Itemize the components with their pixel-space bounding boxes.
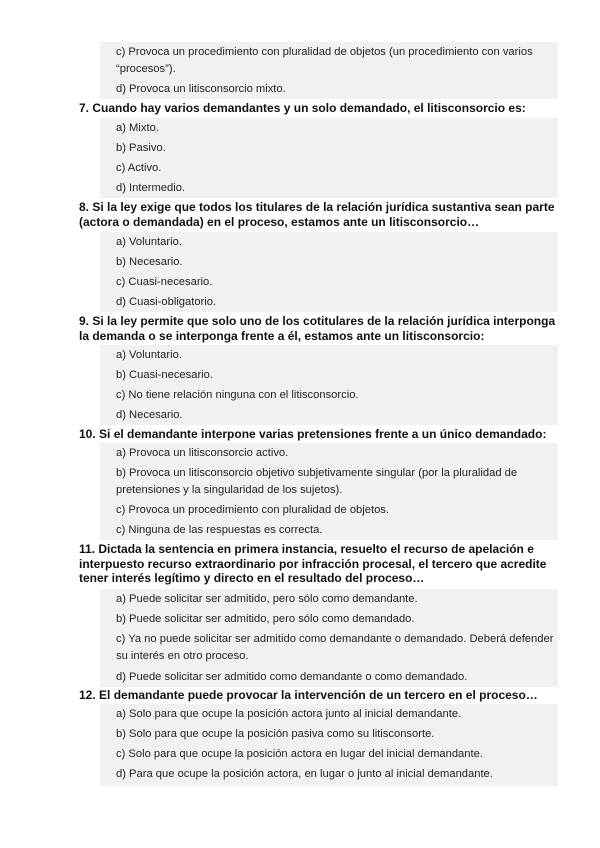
option-8d: d) Cuasi-obligatorio.	[100, 292, 558, 312]
option-7a: a) Mixto.	[100, 118, 558, 138]
option-7d: d) Intermedio.	[100, 178, 558, 198]
question-11: 11. Dictada la sentencia en primera instancia, resuelto el recurso de apelación e interpuesto recurso extraordinario por infracción procesal, el tercero que acredite tener interés legítimo y directo en el resultado del proceso…	[79, 542, 547, 585]
option-9a: a) Voluntario.	[100, 345, 558, 365]
question-10: 10. Si el demandante interpone varias pretensiones frente a un único demandado:	[79, 427, 547, 441]
option-12d: d) Para que ocupe la posición actora, en lugar o junto al inicial demandante.	[100, 764, 558, 786]
option-8c: c) Cuasi-necesario.	[100, 272, 558, 292]
question-8: 8. Si la ley exige que todos los titulares de la relación jurídica sustantiva sean parte (actora o demandada) en el proceso, estamos ante un litisconsorcio…	[79, 200, 555, 229]
option-8b: b) Necesario.	[100, 252, 558, 272]
option-10c: c) Provoca un procedimiento con pluralidad de objetos.	[100, 500, 558, 520]
option-12c: c) Solo para que ocupe la posición actora en lugar del inicial demandante.	[100, 744, 558, 764]
question-7: 7. Cuando hay varios demandantes y un solo demandado, el litisconsorcio es:	[79, 101, 526, 115]
option-10a: a) Provoca un litisconsorcio activo.	[100, 443, 558, 463]
option-9d: d) Necesario.	[100, 405, 558, 425]
option-7b: b) Pasivo.	[100, 138, 558, 158]
option-12b: b) Solo para que ocupe la posición pasiva como su litisconsorte.	[100, 724, 558, 744]
option-10b: b) Provoca un litisconsorcio objetivo subjetivamente singular (por la pluralidad de pretensiones y la singularidad de los sujetos).	[100, 463, 558, 501]
option-6c: c) Provoca un procedimiento con pluralidad de objetos (un procedimiento con varios “procesos”).	[100, 42, 558, 80]
option-6d: d) Provoca un litisconsorcio mixto.	[100, 79, 558, 99]
option-11a: a) Puede solicitar ser admitido, pero sólo como demandante.	[100, 589, 558, 609]
option-9c: c) No tiene relación ninguna con el litisconsorcio.	[100, 385, 558, 405]
option-12a: a) Solo para que ocupe la posición actora junto al inicial demandante.	[100, 704, 558, 724]
option-7c: c) Activo.	[100, 158, 558, 178]
option-10c-alt: c) Ninguna de las respuestas es correcta.	[100, 520, 558, 540]
question-9: 9. Si la ley permite que solo uno de los cotitulares de la relación jurídica interponga la demanda o se interponga frente a él, estamos ante un litisconsorcio:	[79, 314, 556, 343]
option-11c: c) Ya no puede solicitar ser admitido como demandante o demandado. Deberá defender su interés en otro proceso.	[100, 629, 558, 667]
option-11d: d) Puede solicitar ser admitido como demandante o como demandado.	[100, 667, 558, 687]
option-8a: a) Voluntario.	[100, 232, 558, 252]
option-11b: b) Puede solicitar ser admitido, pero sólo como demandado.	[100, 609, 558, 629]
option-9b: b) Cuasi-necesario.	[100, 365, 558, 385]
question-12: 12. El demandante puede provocar la intervención de un tercero en el proceso…	[79, 688, 538, 702]
